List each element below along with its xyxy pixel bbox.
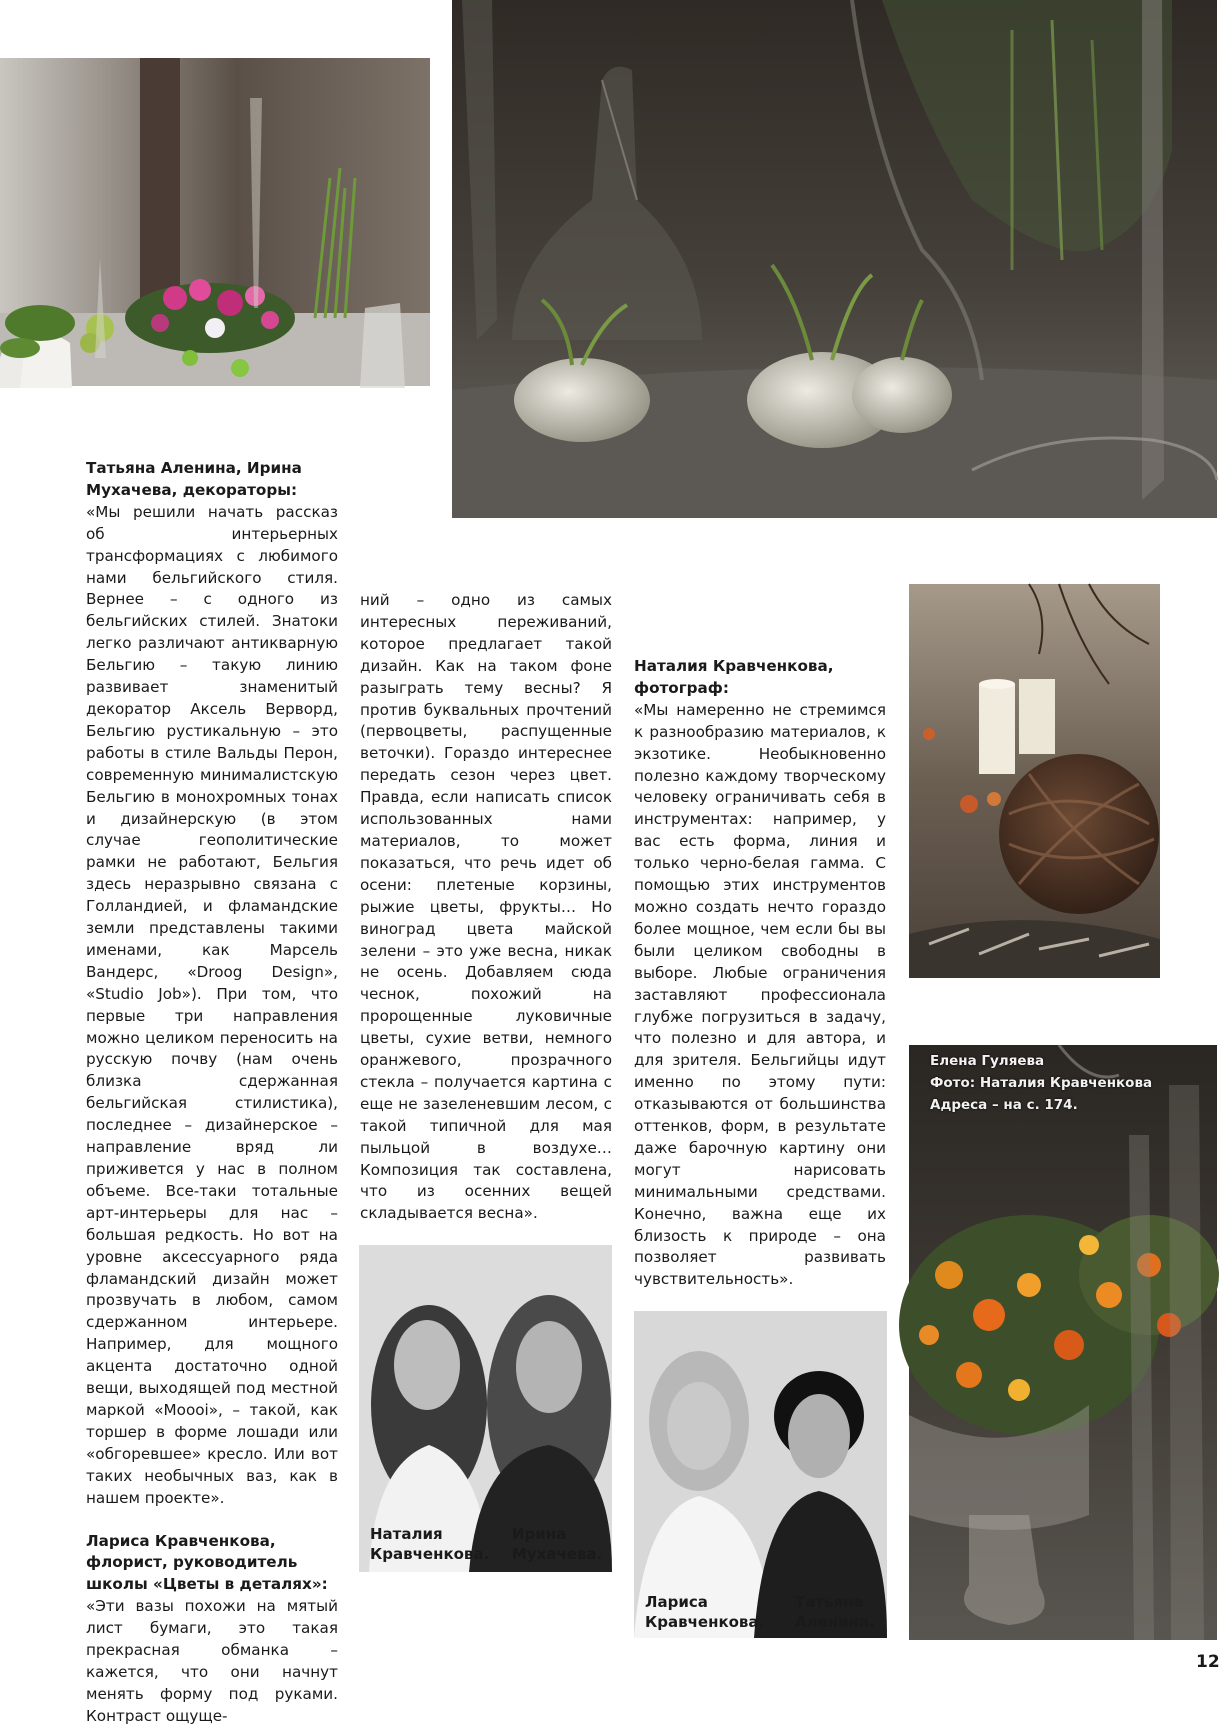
quote-photographer: «Мы намеренно не стремимся к разнообразию материалов, к экзотике. Необыкновенно полезно каждому творческому человеку ограничивать себя в инструментах: например, у вас есть форма, линия и только черно-белая гамма. С помощью этих инструментов можно создать нечто гораздо более мощное, чем если бы вы были целиком свободны в выборе. Любые ограничения заставляют профессионала глубже погрузиться в задачу, что полезно и для автора, и для зрителя. Бельгийцы идут именно по этому пути: отказываются от большинства оттенков, форм, в результате даже барочную картину они могут нарисовать минимальными средствами. Конечно, важна еще их близость к природе – она позволяет развивать чувствительность». bbox=[634, 700, 886, 1289]
quote-decorators: «Мы решили начать рассказ об интерьерных трансформациях с любимого нами бельгийского стиля. Вернее – с одного из бельгийских стилей. Знатоки легко различают антикварную Бельгию – такую линию развивает знаменитый декоратор Аксель Верворд, Бельгию рустикальную – это работы в стиле Вальды Перон, современную минималистскую Бельгию в монохромных тонах и дизайнерскую (в этом случае геополитические рамки не работают, Бельгия здесь неразрывно связана с Голландией, и фламандские земли представлены такими именами, как Марсель Вандерс, «Droog Design», «Studio Job»). При том, что первые три направления можно целиком переносить на русскую почву (нам очень близка сдержанная бельгийская стилистика), последнее – дизайнерское – направление вряд ли приживется у нас в полном объеме. Все-таки тотальные арт-интерьеры для нас – большая редкость. Но вот на уровне аксессуарного ряда фламандский дизайн может прозвучать в любом, самом сдержанном интерьере. Например, для мощного акцента достаточно одной вещи, выходящей под местной маркой «Moooi», – такой, как торшер в форме лошади или «обгоревшее» кресло. Или вот таких необычных ваз, как в нашем проекте». bbox=[86, 502, 338, 1507]
caption-larisa: Лариса Кравченкова. bbox=[645, 1593, 765, 1631]
photo-table-setting bbox=[0, 58, 430, 386]
caption-tatiana: Татьяна Аленина. bbox=[795, 1593, 875, 1631]
credit-photo: Фото: Наталия Кравченкова bbox=[930, 1075, 1153, 1091]
quote-florist: «Эти вазы похожи на мятый лист бумаги, это такая прекрасная обманка – кажется, что они начнут менять форму под руками. Контраст ощуще- bbox=[86, 1597, 338, 1725]
credit-author: Елена Гуляева bbox=[930, 1053, 1045, 1069]
page-number: 12 bbox=[1196, 1652, 1220, 1672]
heading-florist: Лариса Кравченкова, флорист, руководитель школы «Цветы в деталях»: bbox=[86, 1531, 328, 1594]
text-column-3 bbox=[634, 656, 886, 1291]
quote-florist-continued: ний – одно из самых интересных переживаний, которое предлагает такой дизайн. Как на таком фоне разыграть тему весны? Я против буквальных прочтений (первоцветы, распущенные веточки). Гораздо интереснее передать сезон через цвет. Правда, если написать список использованных нами материалов, то может показаться, что речь идет об осени: плетеные корзины, рыжие цветы, фрукты… Но виноград цвета майской зелени – это уже весна, никак не осень. Добавляем сюда чеснок, похожий на пророщенные луковичные цветы, сухие ветви, немного оранжевого, прозрачного стекла – получается картина с еще не зазеленевшим лесом, с такой типичной для мая пыльцой в воздухе… Композиция так составлена, что из осенних вещей складывается весна». bbox=[360, 591, 612, 1223]
credit-address: Адреса – на с. 174. bbox=[930, 1097, 1078, 1113]
article-credits bbox=[930, 1050, 1200, 1116]
photo-portrait-natalia-irina bbox=[359, 1245, 612, 1572]
photo-garlic-glass bbox=[452, 0, 1217, 518]
text-column-1 bbox=[86, 458, 338, 1728]
heading-decorators: Татьяна Аленина, Ирина Мухачева, декораторы: bbox=[86, 459, 302, 499]
text-column-2 bbox=[360, 590, 612, 1225]
photo-orange-flowers bbox=[909, 1045, 1217, 1640]
heading-photographer: Наталия Кравченкова, фотограф: bbox=[634, 657, 834, 697]
photo-portrait-larisa-tatiana bbox=[634, 1311, 887, 1638]
caption-irina: Ирина Мухачева. bbox=[512, 1525, 603, 1563]
caption-natalia: Наталия Кравченкова. bbox=[370, 1525, 490, 1563]
photo-candles-ball bbox=[909, 584, 1160, 978]
